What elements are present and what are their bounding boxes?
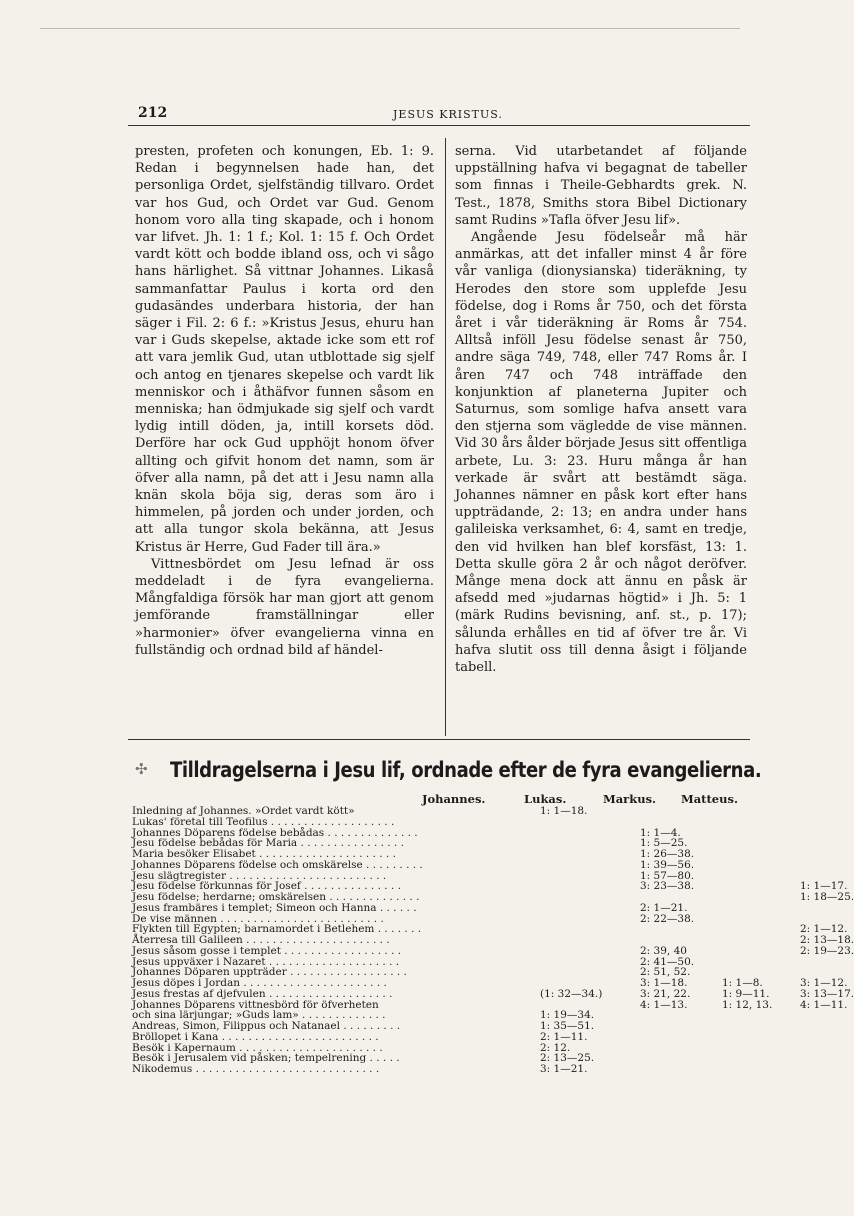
table-cell-event: Jesu födelse; herdarne; omskärelsen . . . . . . . . . . . . . . [132, 891, 420, 903]
table-row [132, 1064, 752, 1075]
table-cell-matteus: 2: 19—23. [800, 944, 854, 957]
table-cell-markus: 1: 12, 13. [722, 998, 773, 1011]
events-table [132, 805, 854, 1075]
table-cell-event: och sina lärjungar; »Guds lam» . . . . . . . . . . . . . [132, 1009, 386, 1022]
table-cell-lukas: 2: 51, 52. [640, 966, 691, 979]
table-cell-johannes: 1: 35—51. [540, 1020, 595, 1032]
table-row [132, 817, 752, 828]
table-cell-johannes: 1: 19—34. [540, 1009, 595, 1022]
column-header-matteus: Matteus. [681, 792, 738, 806]
table-cell-matteus: 3: 1—12. [800, 977, 848, 989]
table-cell-markus: 1: 9—11. [722, 987, 770, 1000]
table-cell-lukas: 2: 41—50. [640, 955, 695, 968]
table-cell-lukas: 1: 39—56. [640, 858, 695, 871]
table-cell-event: Flykten till Egypten; barnamordet i Betlehem . . . . . . . [132, 923, 422, 936]
table-cell-event: Jesu födelse förkunnas för Josef . . . . . . . . . . . . . . . [132, 880, 401, 893]
table-cell-matteus: 2: 13—18. [800, 934, 854, 946]
table-title: Tilldragelserna i Jesu lif, ordnade efter de fyra evangelierna. [170, 758, 762, 782]
table-cell-markus: 1: 1—8. [722, 977, 763, 989]
table-cell-johannes: (1: 32—34.) [540, 987, 603, 1000]
paragraph: Angående Jesu födelseår må här anmärkas, att det infaller minst 4 år före vår vanliga (dionysianska) tideräkning, ty Herodes den store som upplefde Jesu födelse, dog i Roms år 750, och det första året i vår tideräkning är Roms år 754. Alltså inföll Jesu födelse senast år 750, andre säga 749, 748, eller 747 Roms år. I åren 747 och 748 inträffade den konjunktion af planeterna Jupiter och Saturnus, som somlige hafva ansett vara den stjerna som vägledde de vise männen. Vid 30 års ålder började Jesus sitt offentliga arbete, Lu. 3: 23. Huru många år han verkade är svårt att bestämdt säga. Johannes nämner en påsk kort efter hans uppträdande, 2: 13; en andra under hans galileiska verksamhet, 6: 4, samt en tredje, den vid hvilken han blef korsfäst, 13: 1. Detta skulle göra 2 år och något deröfver. Månge mena dock att ännu en påsk är afsedd med »judarnas högtid» i Jh. 5: 1 (märk Rudins bevisning, anf. st., p. 17); sålunda erhålles en tid af öfver tre år. Vi hafva slutit oss till denna åsigt i följande tabell. [455, 230, 747, 676]
table-cell-lukas: 4: 1—13. [640, 998, 688, 1011]
table-cell-event: Jesus frestas af djefvulen . . . . . . . . . . . . . . . . . . . [132, 987, 393, 1000]
table-cell-lukas: 3: 1—18. [640, 977, 688, 989]
table-row [132, 1032, 752, 1043]
column-header-johannes: Johannes. [422, 792, 486, 806]
running-head: JESUS KRISTUS. [393, 108, 503, 121]
table-cell-lukas: 2: 1—21. [640, 901, 688, 914]
table-cell-event: Jesus såsom gosse i templet . . . . . . . . . . . . . . . . . . [132, 944, 402, 957]
table-cell-johannes: 1: 1—18. [540, 805, 588, 817]
table-cell-lukas: 1: 26—38. [640, 848, 695, 860]
right-text-column [455, 143, 747, 676]
table-cell-matteus: 1: 1—17. [800, 880, 848, 893]
table-cell-event: Johannes Döparens vittnesbörd för öfverheten [132, 998, 379, 1011]
table-cell-event: Inledning af Johannes. »Ordet vardt kött» [132, 805, 355, 817]
page-number: 212 [138, 105, 168, 121]
table-row [132, 860, 752, 871]
column-header-markus: Markus. [603, 792, 657, 806]
table-cell-event: Johannes Döparens födelse och omskärelse . . . . . . . . . [132, 858, 423, 871]
table-cell-lukas: 2: 39, 40 [640, 944, 687, 957]
table-cell-matteus: 3: 13—17. [800, 987, 854, 1000]
table-cell-event: Nikodemus . . . . . . . . . . . . . . . . . . . . . . . . . . . . [132, 1063, 380, 1075]
page-header [128, 105, 750, 127]
header-rule [128, 125, 750, 126]
table-cell-johannes: 2: 13—25. [540, 1052, 595, 1065]
table-cell-event: Jesus frambäres i templet; Simeon och Hanna . . . . . . [132, 901, 417, 914]
table-cell-lukas: 2: 22—38. [640, 912, 695, 925]
table-cell-lukas: 3: 21, 22. [640, 987, 691, 1000]
table-cell-lukas: 1: 5—25. [640, 837, 688, 850]
table-row [132, 944, 854, 957]
table-cell-event: De vise männen . . . . . . . . . . . . . . . . . . . . . . . . . [132, 912, 384, 925]
column-divider [445, 138, 446, 736]
paragraph: presten, profeten och konungen, Eb. 1: 9. Redan i begynnelsen hade han, det personliga Ordet, sjelfständig tillvaro. Ordet var hos Gud, och Ordet var Gud. Genom honom voro alla ting skapade, och i honom var lifvet. Jh. 1: 1 f.; Kol. 1: 15 f. Och Ordet vardt kött och bodde ibland oss, och vi sågo hans härlighet. Så vittnar Johannes. Likaså sammanfattar Paulus i korta ord den gudasändes underbara historia, der han säger i Fil. 2: 6 f.: »Kristus Jesus, ehuru han var i Guds skepelse, aktade icke som ett rof att vara jemlik Gud, utan utblottade sig sjelf och antog en tjenares skepelse och vardt lik menniskor och i åthäfvor funnen såsom en menniska; han ödmjukade sig sjelf och vardt lydig intill döden, ja, intill korsets död. Derföre har ock Gud upphöjt honom öfver allting och gifvit honom det namn, som är öfver alla namn, på det att i Jesu namn alla knän skola böja sig, deras som äro i himmelen, på jorden och under jorden, och att alla tungor skola bekänna, att Jesus Kristus är Herre, Gud Fader till ära.» [135, 144, 434, 555]
top-border-line [40, 28, 740, 29]
table-cell-event: Lukas' företal till Teofilus . . . . . . . . . . . . . . . . . . . [132, 815, 395, 828]
table-cell-matteus: 2: 1—12. [800, 923, 848, 936]
table-cell-lukas: 3: 23—38. [640, 880, 695, 893]
table-cell-event: Besök i Kapernaum . . . . . . . . . . . . . . . . . . . . . . [132, 1041, 383, 1054]
table-cell-event: Jesu slägtregister . . . . . . . . . . . . . . . . . . . . . . . . [132, 869, 387, 882]
table-cell-event: Jesus uppväxer i Nazaret . . . . . . . . . . . . . . . . . . . . [132, 955, 400, 968]
table-cell-lukas: 1: 57—80. [640, 869, 695, 882]
table-cell-event: Besök i Jerusalem vid påsken; tempelrening . . . . . [132, 1052, 400, 1065]
column-header-lukas: Lukas. [524, 792, 567, 806]
table-cell-event: Jesus döpes i Jordan . . . . . . . . . . . . . . . . . . . . . . [132, 977, 387, 989]
table-cell-matteus: 1: 18—25. [800, 891, 854, 903]
table-cell-event: Jesu födelse bebådas för Maria . . . . . . . . . . . . . . . . [132, 837, 404, 850]
paragraph: serna. Vid utarbetandet af följande uppställning hafva vi begagnat de tabeller som finnas i Theile-Gebhardts grek. N. Test., 1878, Smiths stora Bibel Dictionary samt Rudins »Tafla öfver Jesu lif». [455, 144, 747, 228]
table-row [132, 903, 752, 914]
table-cell-event: Johannes Döparen uppträder . . . . . . . . . . . . . . . . . . [132, 966, 407, 979]
table-cell-event: Bröllopet i Kana . . . . . . . . . . . . . . . . . . . . . . . . [132, 1030, 379, 1043]
table-cell-johannes: 3: 1—21. [540, 1063, 588, 1075]
table-cell-johannes: 2: 1—11. [540, 1030, 588, 1043]
margin-mark: ✣ [135, 760, 148, 778]
table-cell-event: Andreas, Simon, Filippus och Natanael . . . . . . . . . [132, 1020, 401, 1032]
section-rule [128, 739, 750, 740]
left-text-column [135, 143, 434, 659]
table-cell-event: Johannes Döparens födelse bebådas . . . . . . . . . . . . . . [132, 826, 418, 839]
table-cell-matteus: 4: 1—11. [800, 998, 848, 1011]
paragraph: Vittnesbördet om Jesu lefnad är oss meddeladt i de fyra evangelierna. Mångfaldiga försök har man gjort att genom jemförande framställningar eller »harmonier» öfver evangelierna vinna en fullständig och ordnad bild af händel- [135, 556, 434, 658]
table-cell-event: Återresa till Galileen . . . . . . . . . . . . . . . . . . . . . . [132, 934, 390, 946]
table-cell-johannes: 2: 12. [540, 1041, 571, 1054]
table-cell-lukas: 1: 1—4. [640, 826, 681, 839]
table-cell-event: Maria besöker Elisabet . . . . . . . . . . . . . . . . . . . . . [132, 848, 396, 860]
table-row [132, 987, 854, 1000]
